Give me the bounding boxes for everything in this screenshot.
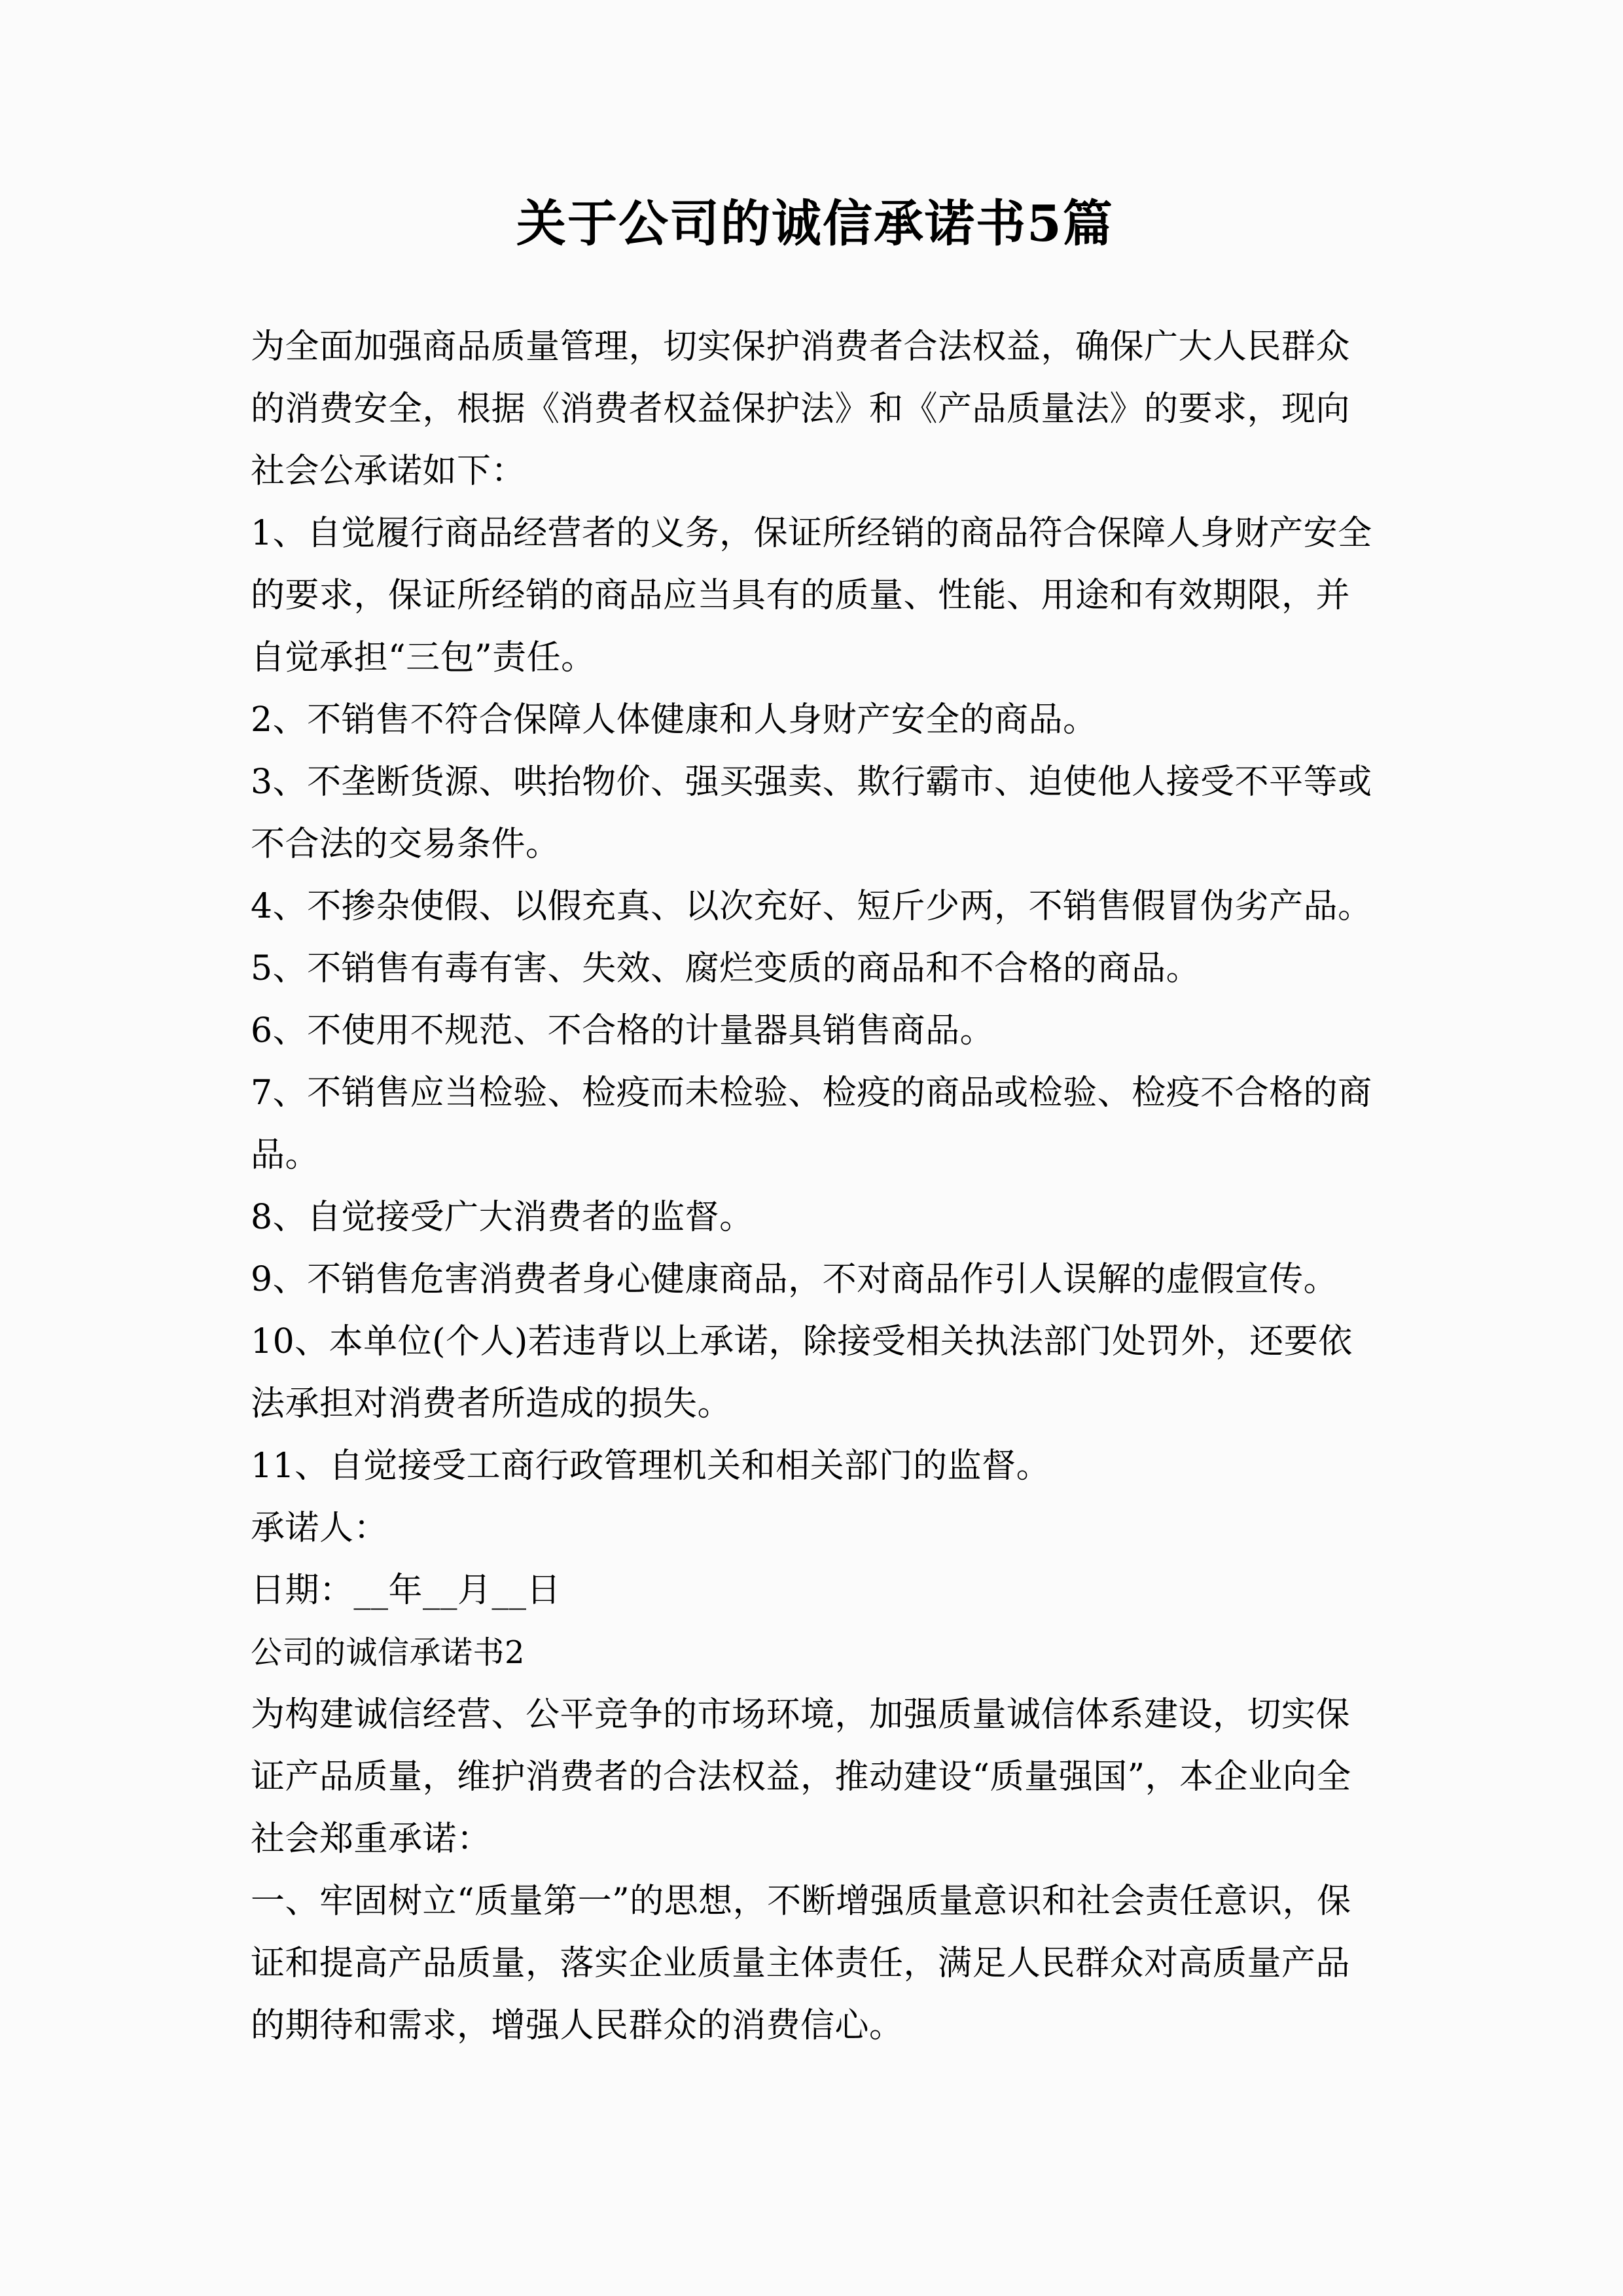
paragraph-intro: 为全面加强商品质量管理，切实保护消费者合法权益，确保广大人民群众的消费安全，根据《消费者权益保护法》和《产品质量法》的要求，现向社会公承诺如下： [251,327,1351,492]
list-item-5: 5、不销售有毒有害、失效、腐烂变质的商品和不合格的商品。 [251,949,1201,989]
document-content [251,0,1380,2057]
list-item-9: 9、不销售危害消费者身心健康商品，不对商品作引人误解的虚假宣传。 [251,1260,1338,1300]
list-item-3: 3、不垄断货源、哄抬物价、强买强卖、欺行霸市、迫使他人接受不平等或不合法的交易条件。 [251,762,1372,865]
list-item-7: 7、不销售应当检验、检疫而未检验、检疫的商品或检验、检疫不合格的商品。 [251,1073,1372,1175]
document-body [251,316,1380,2057]
page-title: 关于公司的诚信承诺书5篇 [516,194,1114,253]
list-item-2: 2、不销售不符合保障人体健康和人身财产安全的商品。 [251,700,1097,740]
list-item-11: 11、自觉接受工商行政管理机关和相关部门的监督。 [251,1446,1051,1486]
section-2-list-item-1: 一、牢固树立“质量第一”的思想，不断增强质量意识和社会责任意识，保证和提高产品质量，落实企业质量主体责任，满足人民群众对高质量产品的期待和需求，增强人民群众的消费信心。 [251,1882,1351,2046]
list-item-1: 1、自觉履行商品经营者的义务，保证所经销的商品符合保障人身财产安全的要求，保证所经销的商品应当具有的质量、性能、用途和有效期限，并自觉承担“三包”责任。 [251,514,1372,678]
section-heading-2: 公司的诚信承诺书2 [251,1634,526,1672]
signer-label: 承诺人： [251,1509,389,1549]
list-item-10: 10、本单位(个人)若违背以上承诺，除接受相关执法部门处罚外，还要依法承担对消费者所造成的损失。 [251,1322,1353,1424]
paragraph-section-2-intro: 为构建诚信经营、公平竞争的市场环境，加强质量诚信体系建设，切实保证产品质量，维护消费者的合法权益，推动建设“质量强国”，本企业向全社会郑重承诺： [251,1695,1351,1859]
list-item-8: 8、自觉接受广大消费者的监督。 [251,1198,754,1238]
list-item-6: 6、不使用不规范、不合格的计量器具销售商品。 [251,1011,995,1051]
date-label: 日期：__年__月__日 [251,1571,562,1611]
list-item-4: 4、不掺杂使假、以假充真、以次充好、短斤少两，不销售假冒伪劣产品。 [251,887,1372,927]
